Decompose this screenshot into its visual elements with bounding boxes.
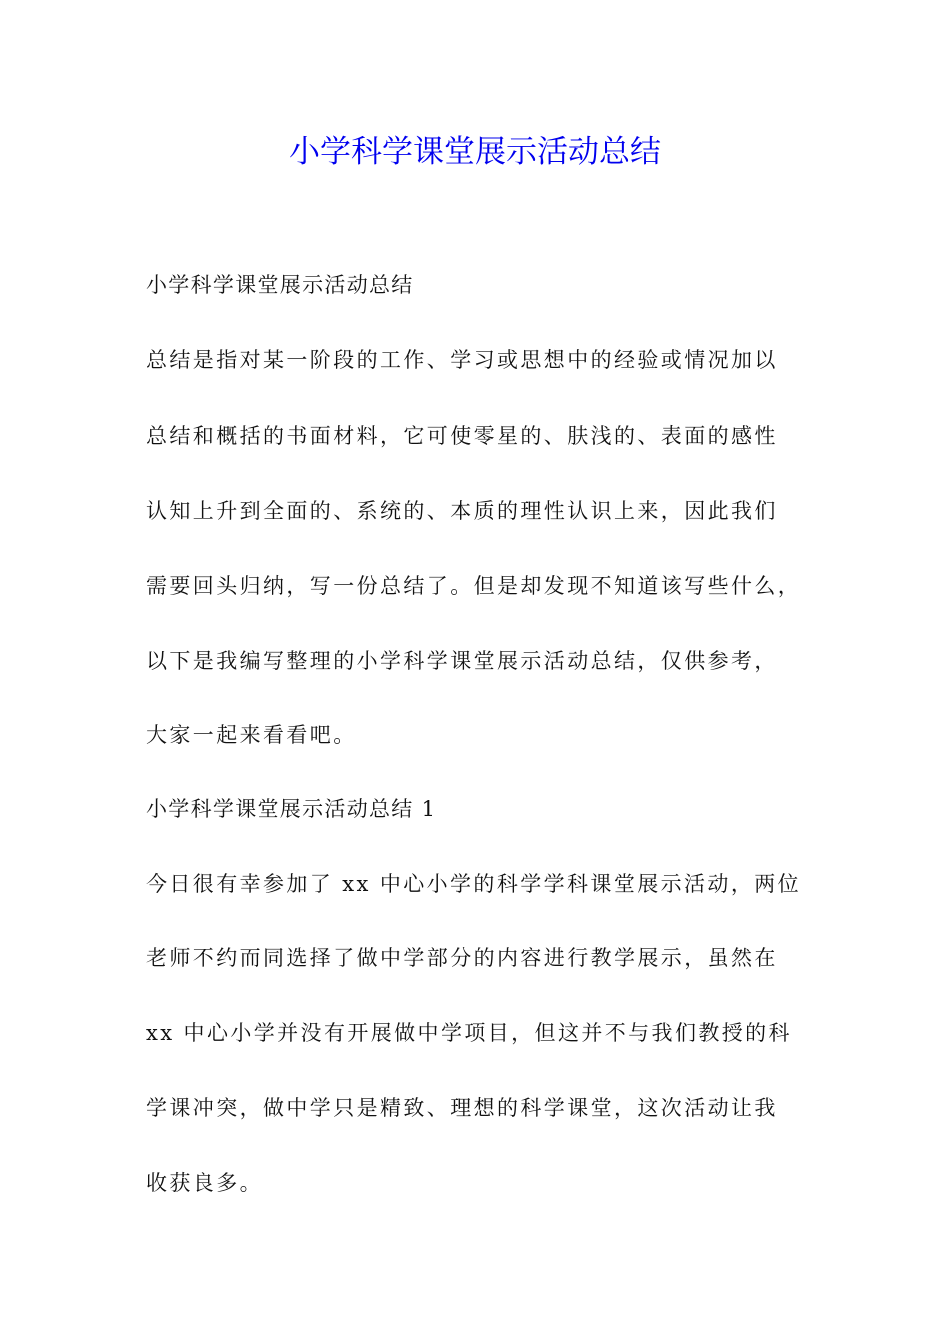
intro-line: 需要回头归纳，写一份总结了。但是却发现不知道该写些什么， [146,574,802,598]
intro-line: 以下是我编写整理的小学科学课堂展示活动总结，仅供参考， [146,649,778,673]
section1-heading: 小学科学课堂展示活动总结 1 [146,797,437,821]
intro-line: 大家一起来看看吧。 [146,723,357,747]
section1-line: xx 中心小学并没有开展做中学项目，但这并不与我们教授的科 [146,1021,792,1045]
document-title: 小学科学课堂展示活动总结 [289,134,661,170]
intro-line: 总结是指对某一阶段的工作、学习或思想中的经验或情况加以 [146,348,778,372]
section1-line: 收获良多。 [146,1171,263,1195]
section1-line: 老师不约而同选择了做中学部分的内容进行教学展示，虽然在 [146,946,778,970]
intro-line: 总结和概括的书面材料，它可使零星的、肤浅的、表面的感性 [146,424,778,448]
section1-line: 学课冲突，做中学只是精致、理想的科学课堂，这次活动让我 [146,1096,778,1120]
intro-heading: 小学科学课堂展示活动总结 [146,273,414,297]
section1-line: 今日很有幸参加了 xx 中心小学的科学学科课堂展示活动，两位 [146,872,802,896]
intro-line: 认知上升到全面的、系统的、本质的理性认识上来，因此我们 [146,499,778,523]
